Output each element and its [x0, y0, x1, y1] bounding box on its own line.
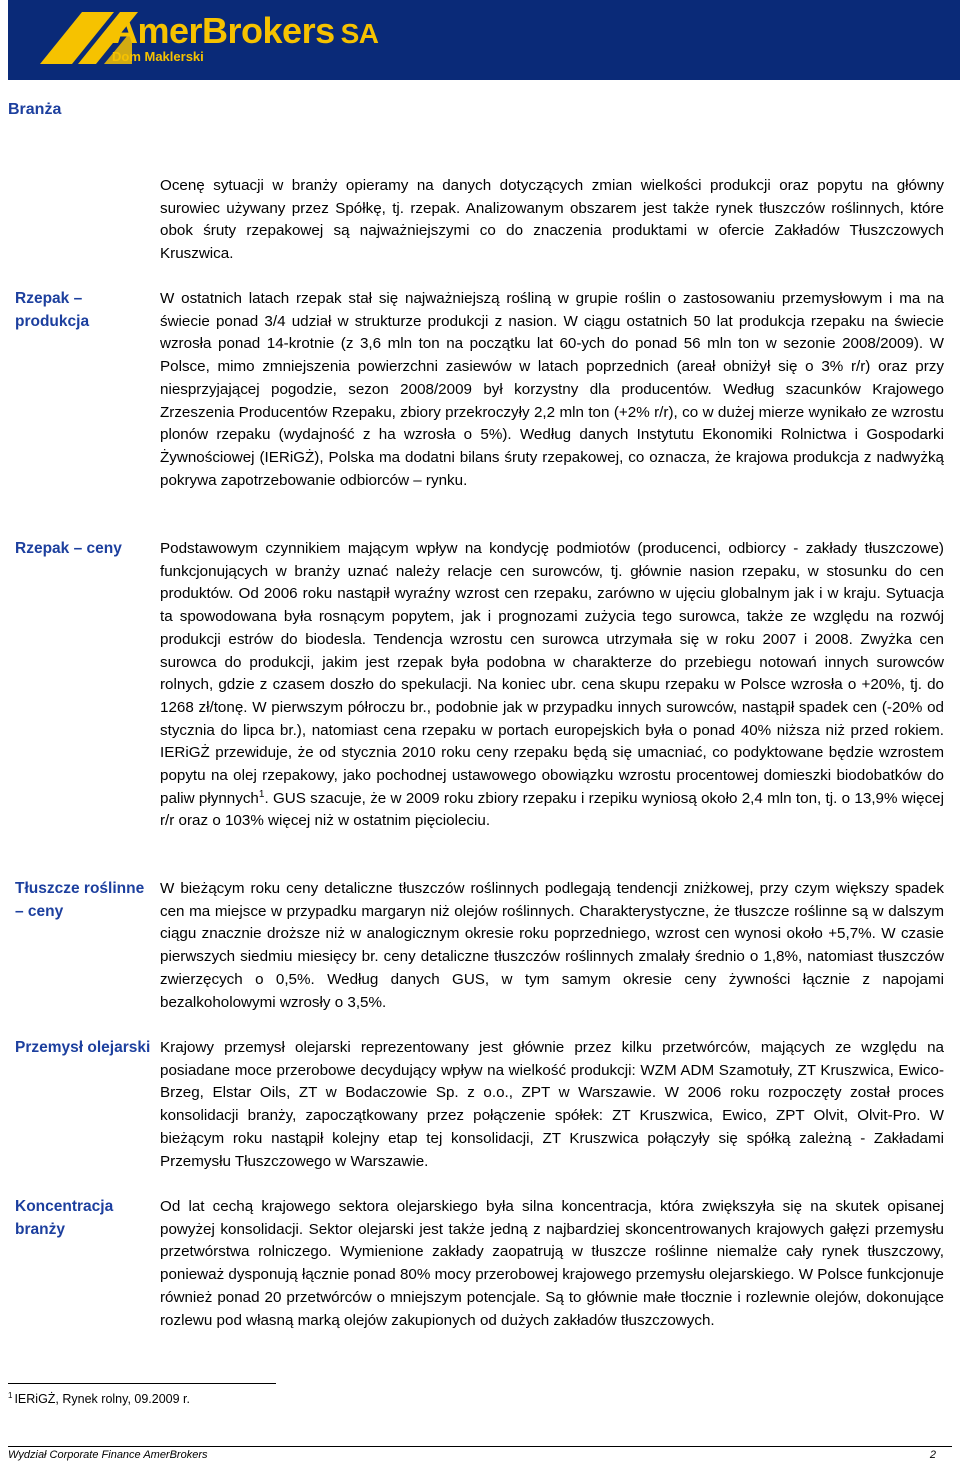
footer-divider: [8, 1446, 952, 1447]
side-label-tluszcze-ceny: Tłuszcze roślinne – ceny: [15, 880, 145, 920]
side-label-koncentracja: Koncentracja branży: [15, 1198, 114, 1238]
footnote-divider: [8, 1383, 276, 1384]
footnote: $^1$ IERiGŻ, Rynek rolny, 09.2009 r.: [8, 1391, 190, 1406]
page-number: 2: [929, 1449, 936, 1461]
intro-paragraph: Ocenę sytuacji w branży opieramy na danych dotyczących zmian wielkości produkcji oraz popytu na główny surowiec używany przez Spółkę, tj. rzepak. Analizowanym obszarem jest także rynek tłuszczów roślinnych, które obok śruty rzepakowej są najważniejszymi co do znaczenia produktami w ofercie Zakładów Tłuszczowych Kruszwica.: [160, 177, 944, 263]
section-title: Branża: [8, 101, 62, 118]
side-label-przemysl-olejarski: Przemysł olejarski: [15, 1039, 151, 1056]
paragraph-przemysl-olejarski: Krajowy przemysł olejarski reprezentowany jest głównie przez kilku przetwórców, mających ze względu na posiadane moce przerobowe decydujący wpływ na wielkość produkcji: WZM ADM Szamotuły, ZT Kruszwica, Ewico-Brzeg, Elstar Oils, ZT w Bodaczowie Sp. z o.o., ZPT w Warszawie. W 2006 roku rozpoczęty został proces konsolidacji branży, zapoczątkowany przez połączenie spółek: ZT Kruszwica, Ewico, ZPT Olvit, Olvit-Pro. W bieżącym roku nastąpił kolejny etap tej konsolidacji, ZT Kruszwica połączyły się spółką zależną - Zakładami Przemysłu Tłuszczowego w Warszawie.: [160, 1039, 944, 1170]
logo-subtitle: Dom Maklerski: [112, 49, 204, 64]
paragraph-rzepak-ceny: Podstawowym czynnikiem mającym wpływ na kondycję podmiotów (producenci, odbiorcy - zakłady tłuszczowe) funkcjonujących w branży uznać należy relacje cen surowców, tj. głównie nasion rzepaku, w stosunku do cen produktów. Od 2006 roku nastąpił wyraźny wzrost cen rzepaku, zarówno w ujęciu globalnym jak i w kraju. Sytuacja ta spowodowana była rosnącym popytem, jak i prognozami zużycia tego surowca, także ze względu na rozwój produkcji estrów do biodesla. Tendencja wzrostu cen surowca utrzymała się w roku 2007 i 2008. Zwyżka cen surowca do produkcji, jakim jest rzepak była podobna w charakterze do przebiegu notowań innych surowców rolnych, gdzie z czasem doszło do spekulacji. Na koniec ubr. cena skupu rzepaku w Polsce wzrosła o +20%, tj. do 1268 zł/tonę. W pierwszym półroczu br., podobnie jak w przypadku innych surowców, nastąpił spadek cen (-20% od stycznia do lipca br.), natomiast cena rzepaku w portach europejskich była o ponad 40% niższa niż przed rokiem. IERiGŻ przewiduje, że od stycznia 2010 roku ceny rzepaku będą się umacniać, co podyktowane będzie wzrostem popytu na olej rzepakowy, jako pochodnej ustawowego obowiązku wzrostu procentowej domieszki biodobatków do paliw płynnych$^1$. GUS szacuje, że w 2009 roku zbiory rzepaku i rzepiku wyniosą około 2,4 mln ton, tj. o 13,9% więcej r/r oraz o 103% więcej niż w ostatnim pięcioleciu.: [160, 540, 944, 830]
side-label-rzepak-produkcja: Rzepak – produkcja: [15, 290, 90, 330]
paragraph-tluszcze-ceny: W bieżącym roku ceny detaliczne tłuszczów roślinnych podlegają tendencji zniżkowej, przy czym większy spadek cen ma miejsce w przypadku margaryn niż olejów roślinnych. Charakterystyczne, że tłuszcze roślinne są w dalszym ciągu znacznie droższe niż w analogicznym okresie roku poprzedniego, wzrost cen wynosi około +5,7%. W czasie pierwszych siedmiu miesięcy br. ceny detaliczne tłuszczów roślinnych zmalały średnio o 1,8%, natomiast tłuszczów zwierzęcych o 0,5%. Według danych GUS, w tym samym okresie ceny żywności łącznie z napojami bezalkoholowymi wzrosły o 3,5%.: [160, 880, 944, 1011]
side-label-rzepak-ceny: Rzepak – ceny: [15, 540, 122, 557]
footnote-ref[interactable]: 1: [258, 788, 265, 800]
footer-text: Wydział Corporate Finance AmerBrokers: [8, 1449, 208, 1461]
header-bar: [8, 0, 960, 80]
logo-wordmark: AmerBrokers SA: [112, 10, 379, 51]
paragraph-koncentracja: Od lat cechą krajowego sektora olejarskiego była silna koncentracja, która zwiększyła się na skutek opisanej powyżej konsolidacji. Sektor olejarski jest także jedną z najbardziej skoncentrowanych krajowych gałęzi przemysłu przetwórstwa rolniczego. Wymienione zakłady zaopatrują w tłuszcze roślinne niemalże cały rynek tłuszczowy, ponieważ dysponują łącznie ponad 80% mocy przerobowej krajowego przemysłu olejarskiego. W Polsce funkcjonuje również ponad 20 przetwórców o mniejszym potencjale. Są to głównie małe tłocznie i rozlewnie olejów, dokonujące rozlewu pod własną marką olejów zakupionych od dużych zakładów tłuszczowych.: [160, 1198, 944, 1329]
paragraph-rzepak-produkcja: W ostatnich latach rzepak stał się najważniejszą rośliną w grupie roślin o zastosowaniu przemysłowym i ma na świecie ponad 3/4 udział w strukturze produkcji z nasion. W ciągu ostatnich 50 lat produkcja rzepaku na świecie wzrosła ponad 14-krotnie (z 3,6 mln ton na początku lat 60-ych do ponad 56 mln ton w sezonie 2008/2009). W Polsce, mimo zmniejszenia powierzchni zasiewów w latach poprzednich (areał obniżył się o 3% r/r) oraz przy niesprzyjającej pogodzie, sezon 2008/2009 był korzystny dla producentów. Według szacunków Krajowego Zrzeszenia Producentów Rzepaku, zbiory przekroczyły 2,2 mln ton (+2% r/r), co w dużej mierze wynikało ze wzrostu plonów rzepaku (wydajność z ha wzrosła o 5%). Według danych Instytutu Ekonomiki Rolnictwa i Gospodarki Żywnościowej (IERiGŻ), Polska ma dodatni bilans śruty rzepakowej, co oznacza, że krajowa produkcja z nadwyżką pokrywa zapotrzebowanie odbiorców – rynku.: [160, 290, 944, 489]
